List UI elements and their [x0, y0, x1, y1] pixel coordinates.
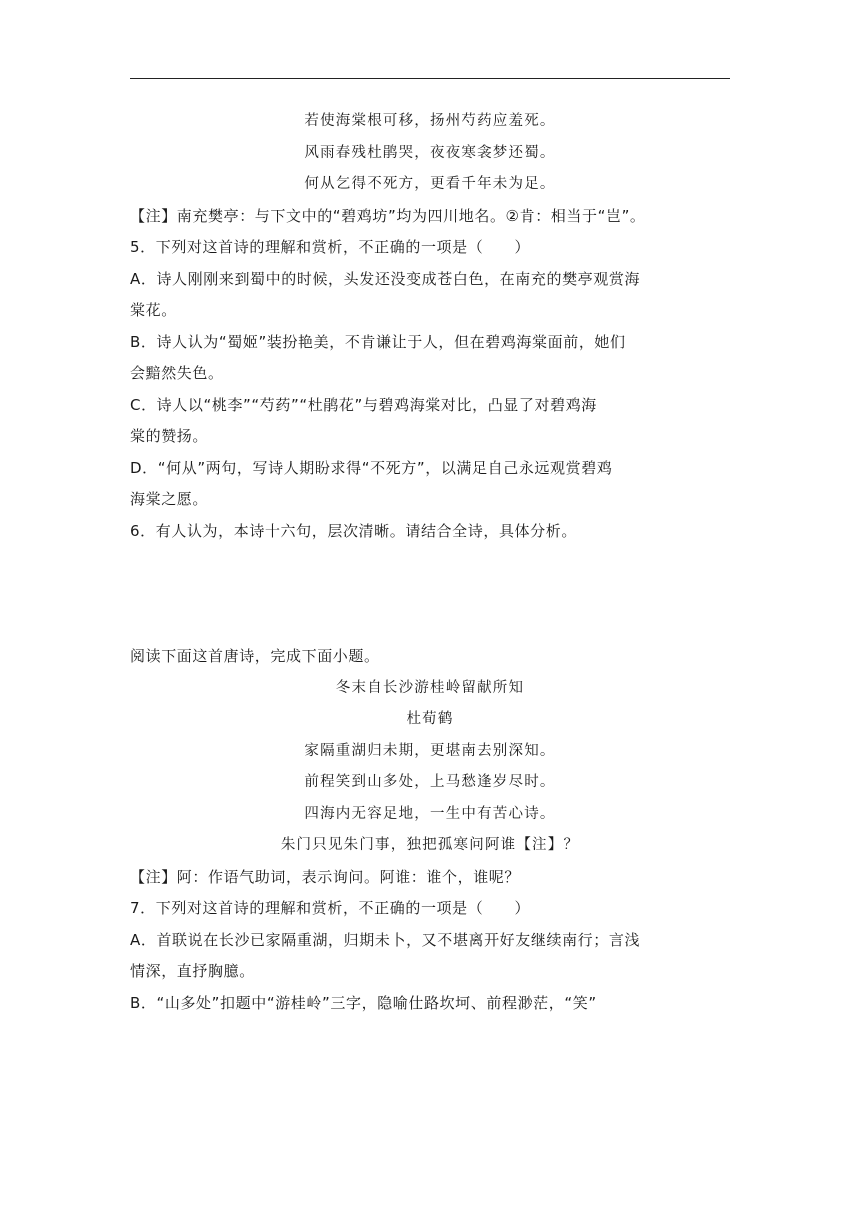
question-5-option-a: A．诗人刚刚来到蜀中的时候，头发还没变成苍白色，在南充的樊亭观赏海	[130, 269, 641, 288]
question-5: 5．下列对这首诗的理解和赏析，不正确的一项是（ ）	[130, 238, 531, 256]
question-5-option-d-cont: 海棠之愿。	[130, 490, 209, 508]
question-7-option-a-cont: 情深，直抒胸臆。	[130, 962, 255, 980]
question-5-option-c: C．诗人以“桃李”“芍药”“杜鹃花”与碧鸡海棠对比，凸显了对碧鸡海	[130, 395, 597, 414]
poem-author: 杜荀鹤	[406, 711, 454, 727]
question-7-option-a: A．首联说在长沙已家隔重湖，归期未卜，又不堪离开好友继续南行；言浅	[130, 930, 641, 949]
question-5-option-b-cont: 会黯然失色。	[130, 364, 224, 382]
poem-line: 何从乞得不死方，更看千年未为足。	[304, 176, 556, 192]
poem-line: 前程笑到山多处，上马愁逢岁尽时。	[304, 774, 556, 790]
poem-line: 风雨春残杜鹃哭，夜夜寒衾梦还蜀。	[304, 144, 556, 161]
answer-space	[130, 547, 730, 641]
poem-note: 【注】阿：作语气助词，表示询问。阿谁：谁个，谁呢？	[130, 867, 521, 886]
question-7: 7．下列对这首诗的理解和赏析，不正确的一项是（ ）	[130, 899, 531, 917]
poem-title: 冬末自长沙游桂岭留献所知	[335, 679, 525, 696]
reading-intro: 阅读下面这首唐诗，完成下面小题。	[130, 647, 380, 665]
question-5-option-a-cont: 棠花。	[130, 301, 177, 319]
header-rule	[130, 78, 730, 79]
question-5-option-d: D．“何从”两句，写诗人期盼求得“不死方”，以满足自己永远观赏碧鸡	[130, 458, 613, 477]
question-7-option-b: B．“山多处”扣题中“游桂岭”三字，隐喻仕路坎坷、前程渺茫，“笑”	[130, 993, 597, 1012]
poem-line: 家隔重湖归未期，更堪南去别深知。	[304, 742, 556, 759]
poem-line: 朱门只见朱门事，独把孤寒问阿谁【注】？	[280, 837, 580, 853]
question-5-option-b: B．诗人认为“蜀姬”装扮艳美，不肯谦让于人，但在碧鸡海棠面前，她们	[130, 332, 626, 351]
poem-line: 四海内无容足地，一生中有苦心诗。	[304, 805, 556, 822]
poem-note: 【注】南充樊亭：与下文中的“碧鸡坊”均为四川地名。②肯：相当于“岂”。	[130, 206, 646, 225]
poem-line: 若使海棠根可移，扬州芍药应羞死。	[304, 113, 556, 129]
document-body	[130, 106, 730, 1019]
question-5-option-c-cont: 棠的赞扬。	[130, 427, 209, 445]
question-6: 6．有人认为，本诗十六句，层次清晰。请结合全诗，具体分析。	[130, 521, 577, 540]
